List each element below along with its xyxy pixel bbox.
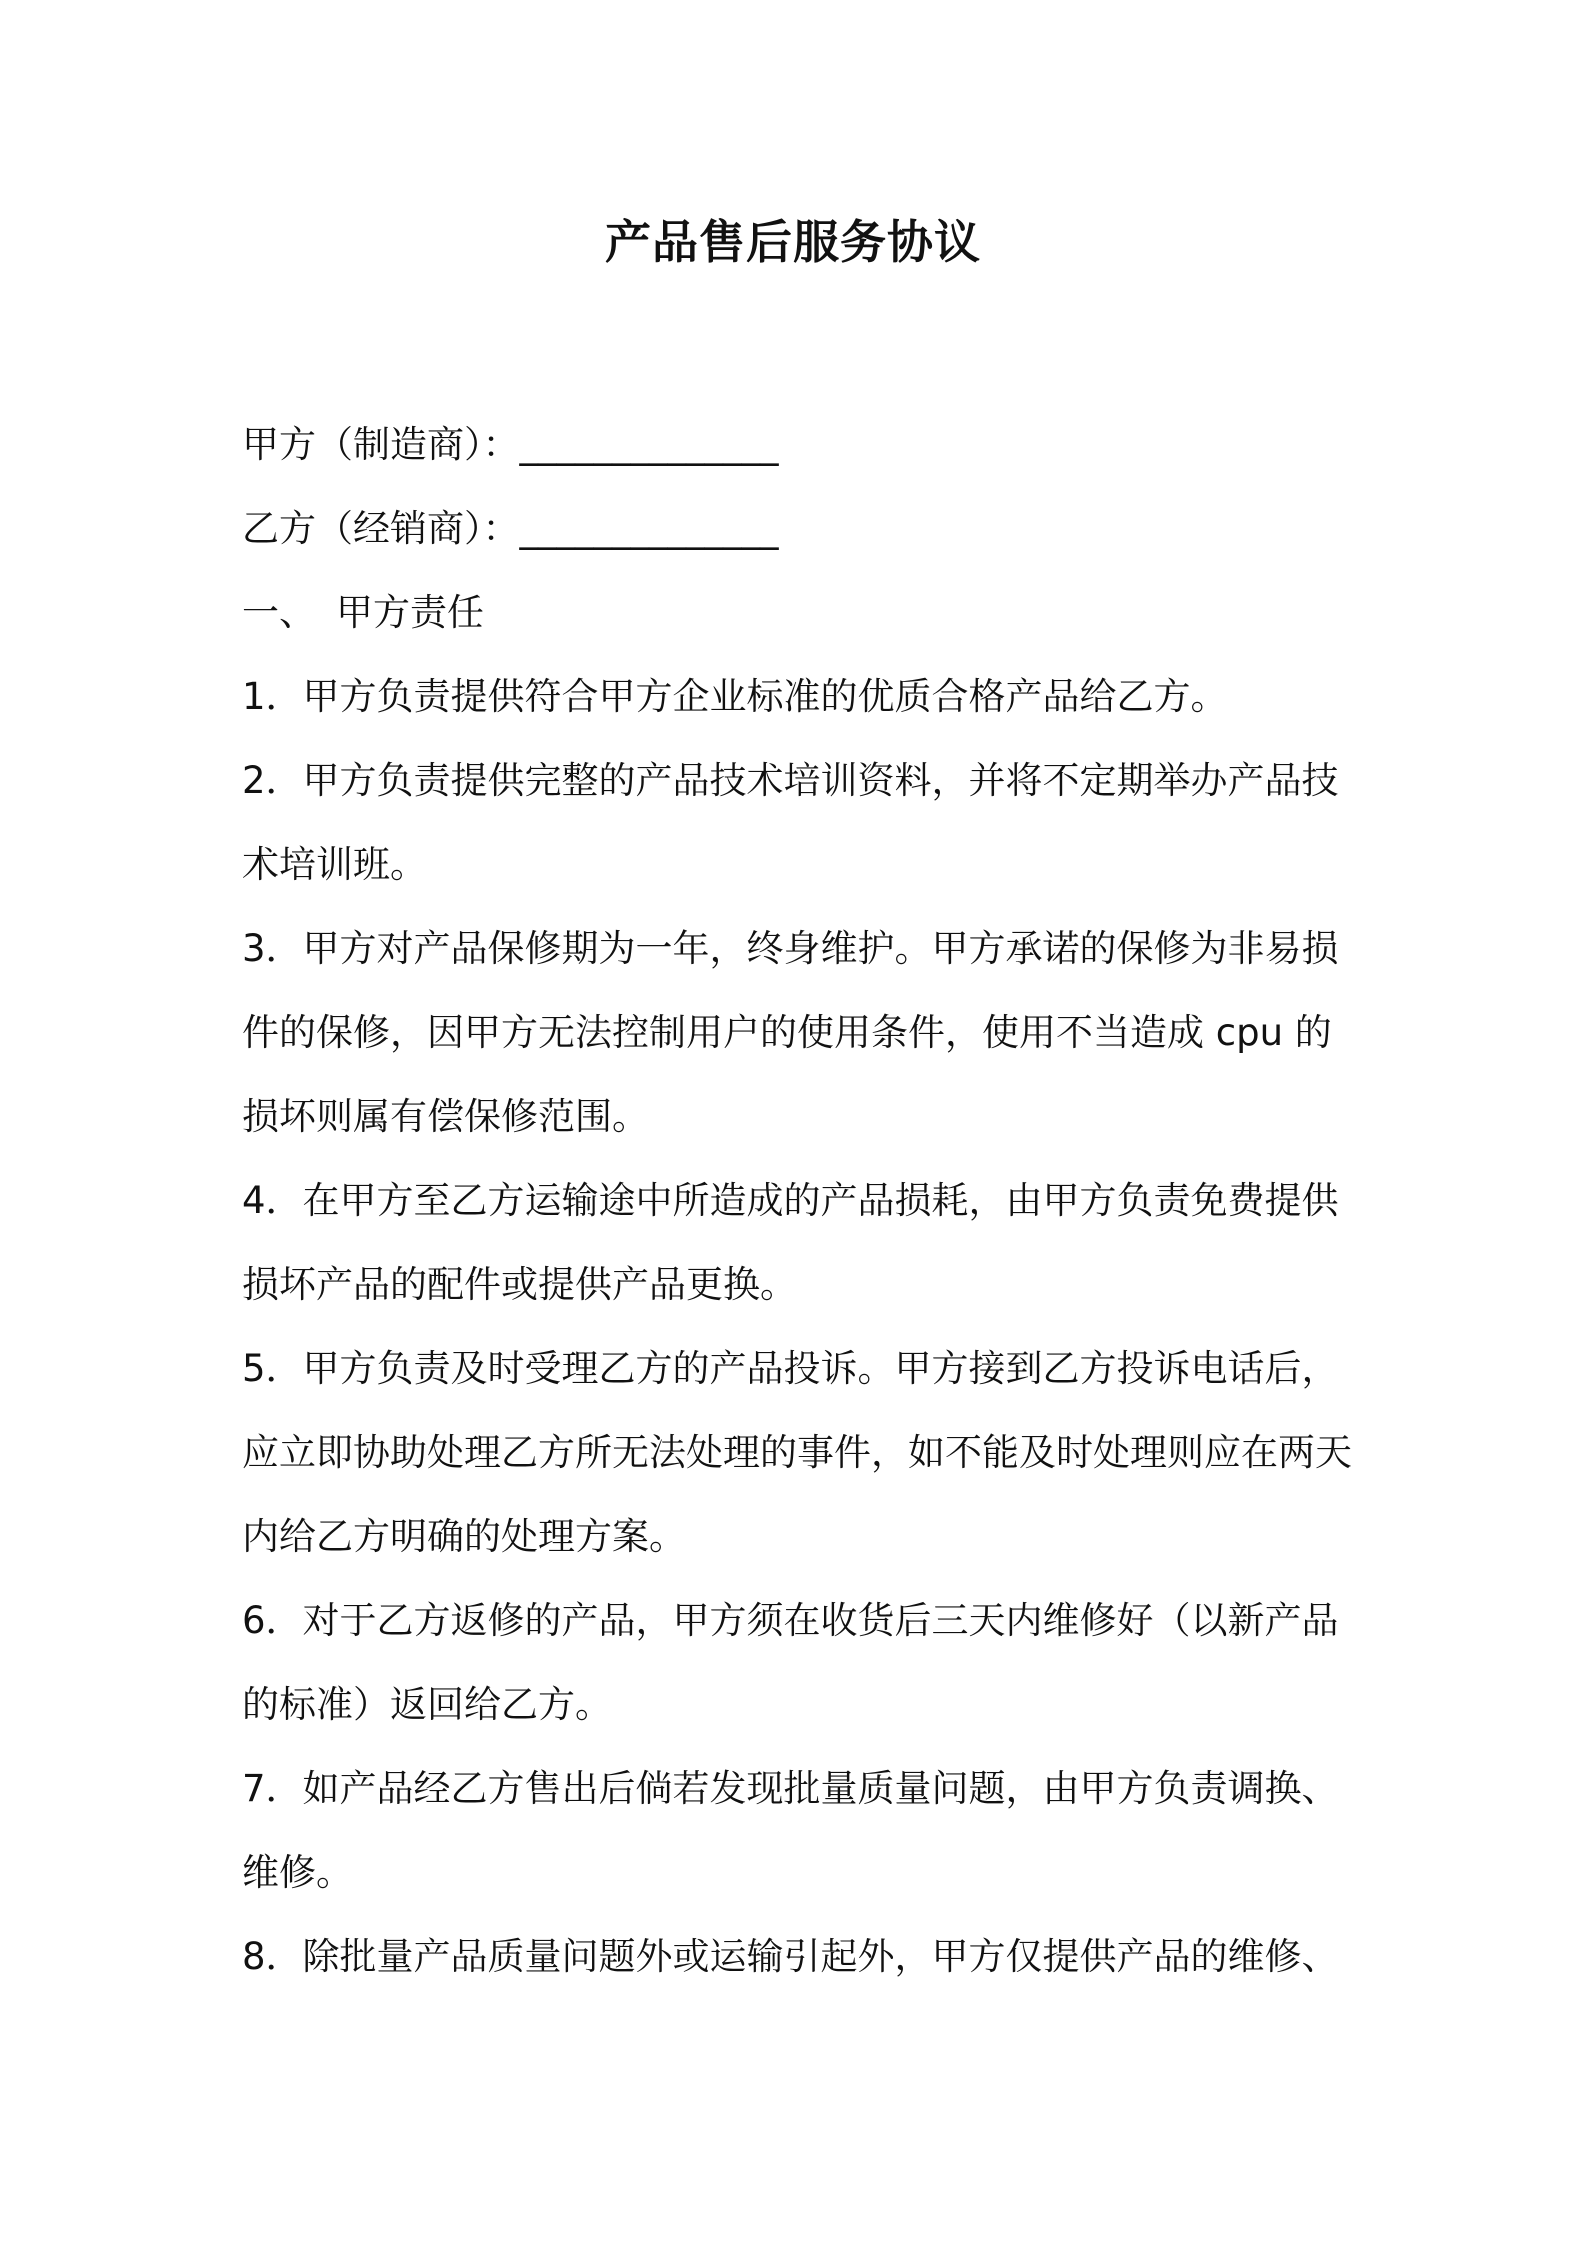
clause-line [242, 1579, 1360, 1663]
clause-text: 如产品经乙方售出后倘若发现批量质量问题，由甲方负责调换、 [302, 1767, 1339, 1810]
clause-line [242, 1411, 1360, 1495]
clause-line [242, 1327, 1360, 1411]
clause-line [242, 739, 1360, 823]
section-heading [242, 571, 1360, 655]
clause-number: 8． [242, 1935, 303, 1978]
party-b-blank: ______________ [519, 507, 779, 550]
clause-line [242, 1747, 1360, 1831]
clause-line [242, 1831, 1360, 1915]
clause-text: 维修。 [242, 1851, 353, 1894]
clause-number: 6． [242, 1599, 303, 1642]
document-title: 产品售后服务协议 [605, 215, 981, 269]
clause-text: 件的保修，因甲方无法控制用户的使用条件，使用不当造成 cpu 的 [242, 1011, 1332, 1054]
clause-line [242, 1495, 1360, 1579]
clause-text: 的标准）返回给乙方。 [242, 1683, 612, 1726]
clause-text: 对于乙方返修的产品，甲方须在收货后三天内维修好（以新产品 [302, 1599, 1339, 1642]
clause-text: 术培训班。 [242, 843, 427, 886]
clause-line [242, 991, 1360, 1075]
clause-number: 2． [242, 759, 303, 802]
party-a-label: 甲方（制造商）： [242, 423, 520, 466]
party-a-line [242, 403, 1360, 487]
clause-text: 在甲方至乙方运输途中所造成的产品损耗，由甲方负责免费提供 [302, 1179, 1339, 1222]
clause-number: 1． [242, 675, 303, 718]
clause-line [242, 1075, 1360, 1159]
clause-text: 应立即协助处理乙方所无法处理的事件，如不能及时处理则应在两天 [242, 1431, 1352, 1474]
document-body [242, 403, 1360, 1999]
clause-number: 7． [242, 1767, 303, 1810]
clause-text: 甲方负责提供完整的产品技术培训资料，并将不定期举办产品技 [302, 759, 1339, 802]
clause-text: 除批量产品质量问题外或运输引起外，甲方仅提供产品的维修、 [302, 1935, 1339, 1978]
party-a-blank: ______________ [519, 423, 779, 466]
clause-text: 损坏产品的配件或提供产品更换。 [242, 1263, 797, 1306]
clause-line [242, 823, 1360, 907]
clause-text: 内给乙方明确的处理方案。 [242, 1515, 686, 1558]
party-b-label: 乙方（经销商）： [242, 507, 520, 550]
clause-text: 损坏则属有偿保修范围。 [242, 1095, 649, 1138]
clause-number: 4． [242, 1179, 303, 1222]
clause-line [242, 907, 1360, 991]
clause-number: 3． [242, 927, 303, 970]
section-number: 一、 [242, 591, 316, 634]
clause-number: 5． [242, 1347, 303, 1390]
clause-text: 甲方负责及时受理乙方的产品投诉。甲方接到乙方投诉电话后， [302, 1347, 1339, 1390]
clause-text: 甲方负责提供符合甲方企业标准的优质合格产品给乙方。 [302, 675, 1228, 718]
section-title: 甲方责任 [336, 591, 484, 634]
clause-line [242, 1243, 1360, 1327]
clause-line [242, 655, 1360, 739]
clause-line [242, 1663, 1360, 1747]
party-b-line [242, 487, 1360, 571]
clause-line [242, 1159, 1360, 1243]
clause-line [242, 1915, 1360, 1999]
clause-text: 甲方对产品保修期为一年，终身维护。甲方承诺的保修为非易损 [302, 927, 1339, 970]
